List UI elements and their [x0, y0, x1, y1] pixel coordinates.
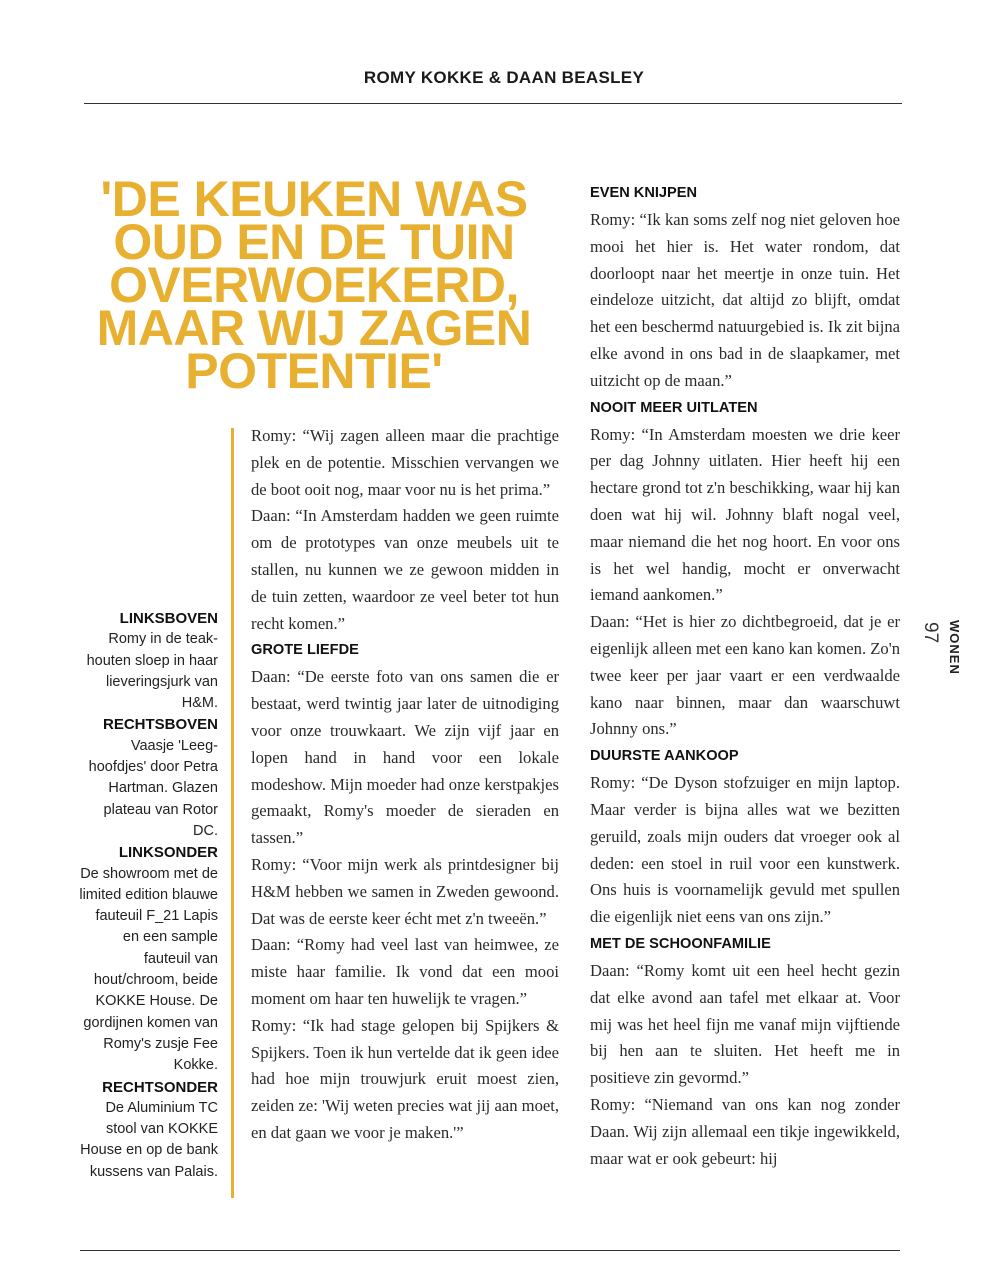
article-column-middle: [251, 423, 559, 1147]
caption-text: De showroom met de limited edition blauwe fauteuil F_21 Lapis en een sample fauteuil van hout/chroom, beide KOKKE House. De gordijnen komen van Romy's zusje Fee Kokke.: [79, 865, 218, 1074]
paragraph: Romy: “Ik kan soms zelf nog niet geloven hoe mooi het hier is. Het water rondom, dat doorloopt naar het meertje in onze tuin. Het eindeloze uitzicht, dat altijd zo blijft, omdat het een beschermd natuurgebied is. Ik zit bijna elke avond in ons bad in de slaapkamer, met uitzicht op de maan.”: [590, 210, 900, 390]
caption-heading: LINKSONDER: [118, 844, 218, 862]
paragraph: Romy: “Niemand van ons kan nog zonder Daan. Wij zijn allemaal een tikje ingewikkeld, maar wat er ook gebeurt: hij: [590, 1094, 900, 1168]
footer-rule: [80, 1250, 900, 1251]
section-tab: [905, 620, 975, 690]
subheading: EVEN KNIJPEN: [590, 185, 698, 201]
pull-quote: 'DE KEUKEN WAS OUD EN DE TUIN OVERWOEKERD, MAAR WIJ ZAGEN POTENTIE': [96, 171, 532, 399]
caption-heading: LINKSBOVEN: [119, 610, 218, 627]
caption-heading: RECHTSBOVEN: [102, 716, 218, 734]
paragraph: Romy: “De Dyson stofzuiger en mijn laptop. Maar verder is bijna alles wat we bezitten geruild, zoals mijn ouders dat vroeger ook al deden: een stoel in ruil voor een kunstwerk. Ons huis is voornamelijk gevuld met spullen die eigenlijk niet eens van ons zijn.”: [590, 773, 900, 927]
subheading: NOOIT MEER UITLATEN: [590, 399, 758, 416]
caption-heading: RECHTSONDER: [102, 1078, 218, 1096]
caption-text: De Aluminium TC stool van KOKKE House en op de bank kussens van Palais.: [80, 1099, 218, 1180]
subheading: GROTE LIEFDE: [251, 642, 359, 659]
paragraph: Daan: “Romy komt uit een heel hecht gezin dat elke avond aan tafel met elkaar at. Voor mij was het heel fijn me vanaf mijn vijftiende bij hen aan te sluiten. Het heeft me in positieve zin gevormd.”: [590, 960, 900, 1088]
accent-bar: [231, 428, 234, 1198]
header-rule: [84, 103, 902, 104]
caption-text: Romy in de teak-houten sloep in haar lieveringsjurk van H&M.: [86, 631, 218, 712]
paragraph: Daan: “De eerste foto van ons samen die er bestaat, werd twintig jaar later de uitnodiging voor onze trouwkaart. We zijn vijf jaar en lopen hand in hand voor een lokale modeshow. Mijn moeder had onze kerstpakjes gemaakt, Romy's moeder de sieraden en tassen.”: [251, 667, 559, 848]
subheading: DUURSTE AANKOOP: [590, 748, 739, 765]
section-label: WONEN: [947, 620, 962, 675]
article-column-right: [590, 180, 900, 1172]
paragraph: Romy: “Voor mijn werk als printdesigner bij H&M hebben we samen in Zweden gewoond. Dat was de eerste keer écht met z'n tweeën.”: [251, 854, 559, 928]
paragraph: Daan: “In Amsterdam hadden we geen ruimte om de prototypes van onze meubels uit te stallen, nu kunnen we ze gewoon midden in de tuin zetten, waardoor ze veel beter tot hun recht komen.”: [251, 506, 559, 633]
running-header: ROMY KOKKE & DAAN BEASLEY: [363, 68, 645, 87]
caption-text: Vaasje 'Leeg-hoofdjes' door Petra Hartman. Glazen plateau van Rotor DC.: [88, 737, 218, 839]
paragraph: Romy: “Wij zagen alleen maar die prachtige plek en de potentie. Misschien vervangen we de boot ooit nog, maar voor nu is het prima.”: [251, 426, 559, 499]
page-number: 97: [920, 622, 941, 644]
subheading: MET DE SCHOONFAMILIE: [590, 935, 771, 952]
paragraph: Romy: “Ik had stage gelopen bij Spijkers & Spijkers. Toen ik hun vertelde dat ik geen idee had hoe mijn trouwjurk eruit moest zien, zeiden ze: 'Wij weten precies wat jij aan moet, en dat gaan we voor je maken.'”: [251, 1015, 559, 1142]
paragraph: Romy: “In Amsterdam moesten we drie keer per dag Johnny uitlaten. Hier heeft hij een hectare grond tot z'n beschikking, waar hij kan doen wat hij wil. Johnny blaft nogal veel, maar niemand die het nog hoort. En voor ons is het wel handig, mocht er onverwacht iemand aankomen.”: [590, 424, 900, 605]
paragraph: Daan: “Romy had veel last van heimwee, ze miste haar familie. Ik vond dat een mooi moment om haar ten huwelijk te vragen.”: [251, 935, 559, 1008]
paragraph: Daan: “Het is hier zo dichtbegroeid, dat je er eigenlijk alleen met een kano kan komen. Zo'n twee keer per jaar vaart er een verdwaalde kano naar binnen, maar dan waarschuwt Johnny ons.”: [590, 612, 900, 739]
photo-captions: [78, 608, 218, 1183]
